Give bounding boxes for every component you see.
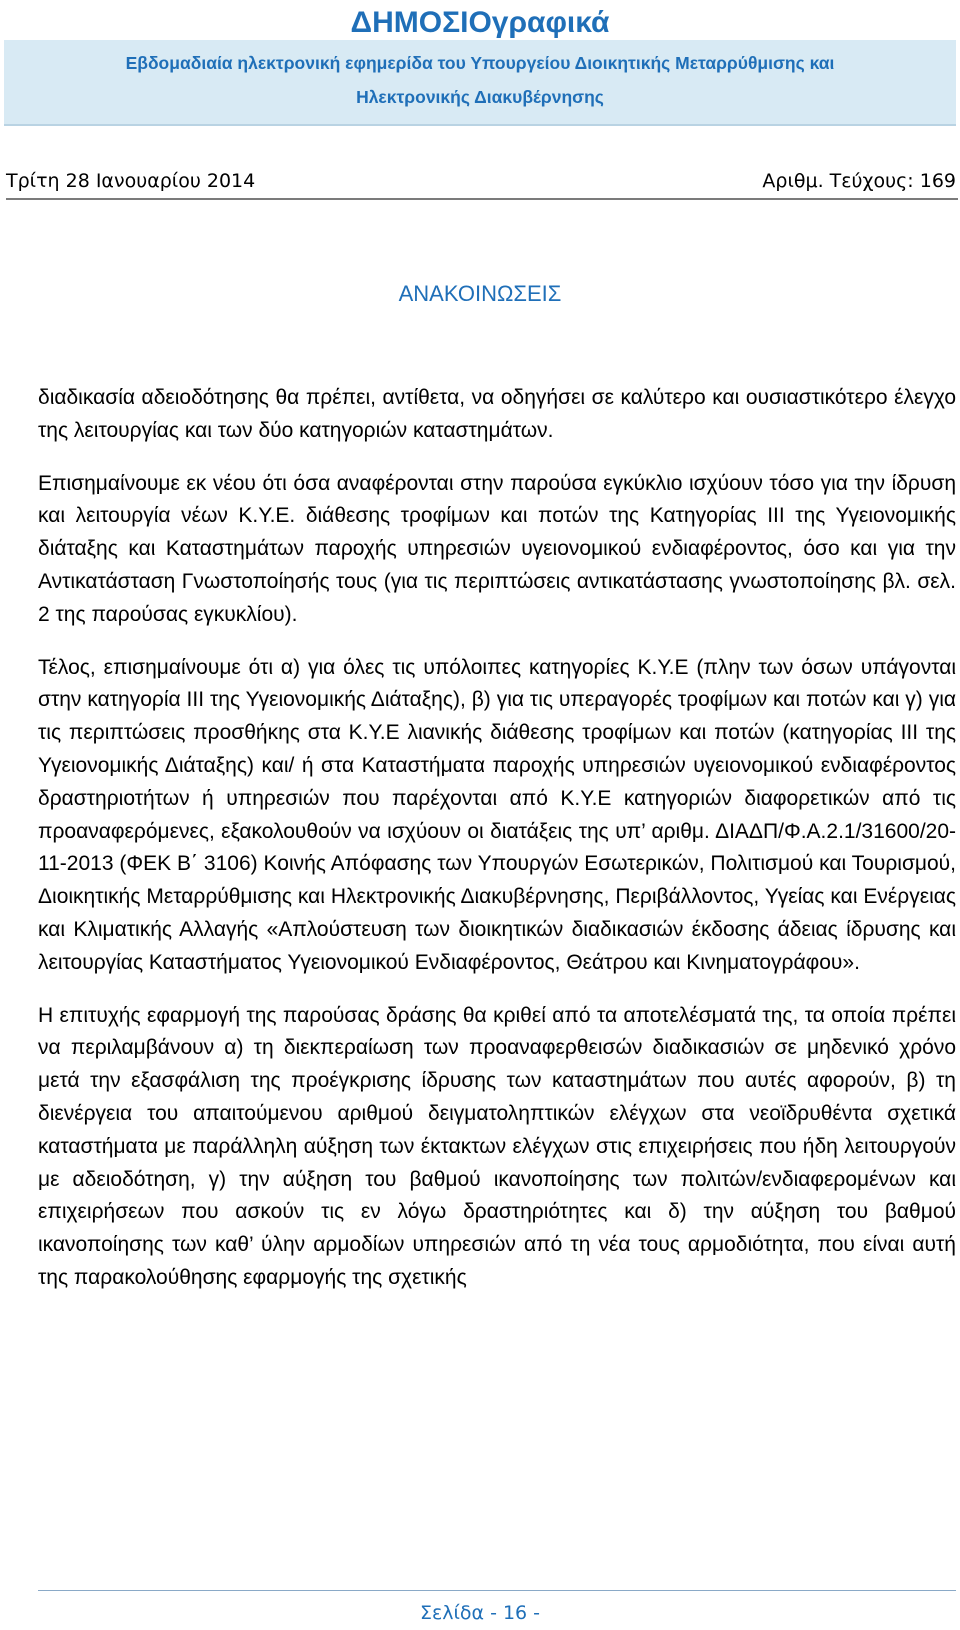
masthead-subtitle-line-1: Εβδομαδιαία ηλεκτρονική εφημερίδα του Υπουργείου Διοικητικής Μεταρρύθμισης και [125, 53, 835, 73]
issue-divider [6, 198, 958, 200]
newspaper-title: ΔΗΜΟΣΙΟγραφικά [350, 6, 610, 39]
page-number: Σελίδα - 16 - [419, 1602, 541, 1624]
footer-divider [38, 1590, 956, 1591]
paragraph-4: Η επιτυχής εφαρμογή της παρούσας δράσης θα κριθεί από τα αποτελέσματά της, τα οποία πρέπει να περιλαμβάνουν α) τη διεκπεραίωση των προαναφερθεισών διαδικασιών σε μηδενικό χρόνο μετά την εξασφάλιση της προέγκρισης ίδρυσης των καταστημάτων που αυτές αφορούν, β) τη διενέργεια του απαιτούμενου αριθμού δειγματοληπτικών ελέγχων στα νεοϊδρυθέντα σχετικά καταστήματα με παράλληλη αύξηση των έκτακτων ελέγχων στις επιχειρήσεις που ήδη λειτουργούν με αδειοδότηση, γ) την αύξηση του βαθμού ικανοποίησης των πολιτών/ενδιαφερομένων και επιχειρήσεων που ασκούν τις εν λόγω δραστηριότητες και δ) την αύξηση του βαθμού ικανοποίησης των καθ’ ύλην αρμοδίων υπηρεσιών από τη νέα τους αρμοδιότητα, που είναι αυτή της παρακολούθησης εφαρμογής της σχετικής [38, 1003, 956, 1289]
issue-date: Τρίτη 28 Ιανουαρίου 2014 [6, 170, 256, 192]
paragraph-1: διαδικασία αδειοδότησης θα πρέπει, αντίθετα, να οδηγήσει σε καλύτερο και ουσιαστικότερο έλεγχο της λειτουργίας και των δύο κατηγοριών καταστημάτων. [38, 386, 956, 442]
section-heading: ΑΝΑΚΟΙΝΩΣΕΙΣ [398, 281, 562, 306]
masthead-subtitle-line-2: Ηλεκτρονικής Διακυβέρνησης [356, 87, 604, 107]
paragraph-2: Επισημαίνουμε εκ νέου ότι όσα αναφέρονται στην παρούσα εγκύκλιο ισχύουν τόσο για την ίδρυση και λειτουργία νέων Κ.Υ.Ε. διάθεσης τροφίμων και ποτών της Κατηγορίας ΙΙΙ της Υγειονομικής διάταξης και Καταστημάτων παροχής υπηρεσιών υγειονομικού ενδιαφέροντος, όσο και για την Αντικατάσταση Γνωστοποίησής τους (για τις περιπτώσεις αντικατάστασης γνωστοποίησης βλ. σελ. 2 της παρούσας εγκυκλίου). [38, 471, 956, 626]
masthead [4, 2, 956, 124]
masthead-band [4, 40, 956, 126]
paragraph-3: Τέλος, επισημαίνουμε ότι α) για όλες τις υπόλοιπες κατηγορίες Κ.Υ.Ε (πλην των όσων υπάγονται στην κατηγορία ΙΙΙ της Υγειονομικής Διάταξης), β) για τις υπεραγορές τροφίμων και ποτών και γ) για τις περιπτώσεις προσθήκης στα Κ.Υ.Ε λιανικής διάθεσης τροφίμων και ποτών (κατηγορίας ΙΙΙ της Υγειονομικής Διάταξης) και/ ή στα Καταστήματα παροχής υπηρεσιών υγειονομικού ενδιαφέροντος δραστηριοτήτων ή υπηρεσιών που παρέχονται από Κ.Υ.Ε κατηγοριών διαφορετικών από τις προαναφερόμενες, εξακολουθούν να ισχύουν οι διατάξεις της υπ’ αριθμ. ΔΙΑΔΠ/Φ.Α.2.1/31600/20-11-2013 (ΦΕΚ Β΄ 3106) Κοινής Απόφασης των Υπουργών Εσωτερικών, Πολιτισμού και Τουρισμού, Διοικητικής Μεταρρύθμισης και Ηλεκτρονικής Διακυβέρνησης, Περιβάλλοντος, Υγείας και Ενέργειας και Κλιματικής Αλλαγής «Απλούστευση των διοικητικών διαδικασιών έκδοσης άδειας ίδρυσης και λειτουργίας Καταστήματος Υγειονομικού Ενδιαφέροντος, Θεάτρου και Κινηματογράφου». [38, 655, 956, 974]
issue-number: Αριθμ. Τεύχους: 169 [762, 170, 956, 192]
issue-bar [6, 166, 956, 200]
article-body [38, 382, 956, 1315]
